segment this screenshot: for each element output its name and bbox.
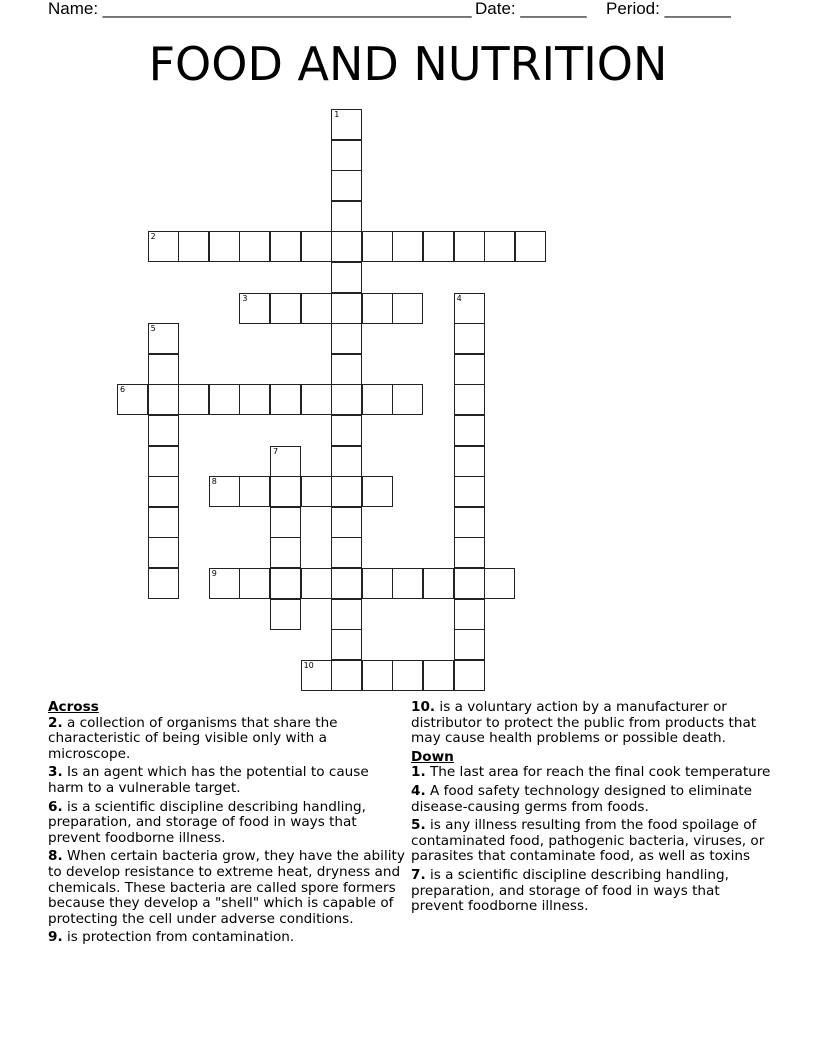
grid-cell[interactable] — [331, 629, 362, 660]
grid-cell[interactable] — [239, 384, 270, 415]
cell-number: 7 — [273, 446, 279, 456]
grid-cell[interactable] — [331, 201, 362, 232]
grid-cell[interactable] — [454, 507, 485, 538]
grid-cell[interactable] — [148, 446, 179, 477]
grid-cell[interactable] — [239, 568, 270, 599]
grid-cell[interactable] — [392, 231, 423, 262]
cell-number: 6 — [120, 385, 126, 395]
clue-down-1 — [411, 765, 773, 781]
grid-cell[interactable] — [331, 293, 362, 324]
clue-across-6 — [48, 800, 408, 847]
clue-down-7 — [411, 868, 773, 915]
grid-cell[interactable] — [515, 231, 546, 262]
cell-number: 5 — [150, 324, 156, 334]
cell-number: 1 — [334, 110, 340, 119]
grid-cell[interactable] — [331, 446, 362, 477]
clue-across-3 — [48, 765, 408, 796]
clue-number: 2. — [48, 714, 63, 731]
grid-cell[interactable] — [484, 231, 515, 262]
clue-across-10 — [411, 700, 773, 747]
grid-cell[interactable] — [331, 231, 362, 262]
grid-cell[interactable] — [301, 384, 332, 415]
grid-cell[interactable] — [148, 507, 179, 538]
grid-cell[interactable] — [423, 231, 454, 262]
clue-across-2 — [48, 716, 408, 763]
grid-cell[interactable] — [362, 231, 393, 262]
grid-cell[interactable] — [331, 384, 362, 415]
grid-cell[interactable] — [239, 293, 270, 324]
clue-down-5 — [411, 818, 773, 865]
clue-text: The last area for reach the final cook temperature — [425, 764, 771, 781]
clue-text: is a scientific discipline describing handling, preparation, and storage of food in ways that prevent foodborne illness. — [411, 866, 729, 915]
cell-number: 9 — [211, 569, 217, 578]
grid-cell[interactable] — [331, 415, 362, 446]
grid-cell[interactable] — [392, 568, 423, 599]
grid-cell[interactable] — [209, 568, 240, 599]
clue-number: 9. — [48, 929, 63, 946]
clue-across-8 — [48, 849, 408, 927]
grid-cell[interactable] — [209, 476, 240, 507]
grid-cell[interactable] — [148, 476, 179, 507]
clue-number: 6. — [48, 798, 63, 815]
clue-text: is any illness resulting from the food spoilage of contaminated food, pathogenic bacteria, viruses, or parasites that contaminate food, as well as toxins — [411, 817, 765, 865]
clues-left-column — [48, 700, 408, 949]
clue-text: Is an agent which has the potential to cause harm to a vulnerable target. — [48, 764, 369, 796]
grid-cell[interactable] — [270, 476, 301, 507]
clue-text: When certain bacteria grow, they have the ability to develop resistance to extreme heat, dryness and chemicals. These bacteria are called spore formers because they develop a "shell" which is capable of protecting the cell under adverse conditions. — [48, 848, 405, 927]
grid-cell[interactable] — [301, 568, 332, 599]
grid-cell[interactable] — [454, 568, 485, 599]
grid-cell[interactable] — [270, 537, 301, 568]
grid-cell[interactable] — [270, 231, 301, 262]
grid-cell[interactable] — [392, 384, 423, 415]
clue-number: 8. — [48, 848, 63, 865]
grid-cell[interactable] — [178, 231, 209, 262]
cell-number: 10 — [303, 660, 314, 670]
clue-down-4 — [411, 784, 773, 815]
across-heading: Across — [48, 699, 99, 715]
clue-across-9 — [48, 930, 408, 946]
grid-cell[interactable] — [270, 568, 301, 599]
clue-number: 4. — [411, 782, 426, 799]
grid-cell[interactable] — [178, 384, 209, 415]
grid-cell[interactable] — [362, 384, 393, 415]
clue-text: is protection from contamination. — [62, 929, 295, 946]
grid-cell[interactable] — [148, 415, 179, 446]
grid-cell[interactable] — [301, 293, 332, 324]
grid-cell[interactable] — [392, 293, 423, 324]
grid-cell[interactable] — [454, 323, 485, 354]
grid-cell[interactable] — [362, 568, 393, 599]
down-heading: Down — [411, 748, 454, 765]
grid-cell[interactable] — [454, 384, 485, 415]
grid-cell[interactable] — [301, 476, 332, 507]
grid-cell[interactable] — [331, 599, 362, 630]
grid-cell[interactable] — [423, 660, 454, 691]
grid-cell[interactable] — [454, 599, 485, 630]
clue-text: A food safety technology designed to eliminate disease-causing germs from foods. — [411, 782, 752, 815]
grid-cell[interactable] — [454, 415, 485, 446]
grid-cell[interactable] — [331, 109, 362, 140]
clue-text: is a voluntary action by a manufacturer or distributor to protect the public from products that may cause health problems or possible death. — [411, 699, 757, 747]
clues-right-column — [411, 700, 773, 918]
grid-cell[interactable] — [331, 354, 362, 385]
grid-cell[interactable] — [454, 354, 485, 385]
grid-cell[interactable] — [331, 323, 362, 354]
grid-cell[interactable] — [484, 568, 515, 599]
grid-cell[interactable] — [270, 599, 301, 630]
grid-cell[interactable] — [331, 140, 362, 171]
grid-cell[interactable] — [148, 537, 179, 568]
name-field[interactable]: Name: _______________________________________ — [48, 0, 472, 18]
cell-number: 3 — [242, 293, 248, 303]
date-field[interactable]: Date: _______ — [475, 0, 587, 18]
grid-cell[interactable] — [362, 660, 393, 691]
period-field[interactable]: Period: _______ — [606, 0, 731, 18]
grid-cell[interactable] — [423, 568, 454, 599]
grid-cell[interactable] — [454, 293, 485, 324]
grid-cell[interactable] — [239, 476, 270, 507]
grid-cell[interactable] — [270, 507, 301, 538]
clue-text: a collection of organisms that share the characteristic of being visible only with a microscope. — [48, 714, 338, 762]
grid-cell[interactable] — [454, 446, 485, 477]
grid-cell[interactable] — [362, 293, 393, 324]
grid-cell[interactable] — [331, 568, 362, 599]
grid-cell[interactable] — [331, 170, 362, 201]
grid-cell[interactable] — [148, 568, 179, 599]
grid-cell[interactable] — [331, 660, 362, 691]
grid-cell[interactable] — [331, 537, 362, 568]
grid-cell[interactable] — [454, 476, 485, 507]
cell-number: 2 — [150, 232, 156, 242]
cell-number: 4 — [456, 293, 462, 303]
grid-cell[interactable] — [331, 262, 362, 293]
clue-text: is a scientific discipline describing handling, preparation, and storage of food in ways that prevent foodborne illness. — [48, 798, 366, 846]
grid-cell[interactable] — [209, 231, 240, 262]
grid-cell[interactable] — [454, 629, 485, 660]
grid-cell[interactable] — [301, 660, 332, 691]
grid-cell[interactable] — [239, 231, 270, 262]
grid-cell[interactable] — [362, 476, 393, 507]
clue-number: 3. — [48, 764, 63, 781]
grid-cell[interactable] — [148, 384, 179, 415]
grid-cell[interactable] — [148, 323, 179, 354]
grid-cell[interactable] — [454, 660, 485, 691]
clue-number: 7. — [411, 866, 426, 883]
grid-cell[interactable] — [148, 354, 179, 385]
grid-cell[interactable] — [270, 293, 301, 324]
grid-cell[interactable] — [454, 231, 485, 262]
grid-cell[interactable] — [331, 507, 362, 538]
clue-number: 10. — [411, 699, 436, 715]
grid-cell[interactable] — [270, 384, 301, 415]
grid-cell[interactable] — [148, 231, 179, 262]
grid-cell[interactable] — [392, 660, 423, 691]
grid-cell[interactable] — [301, 231, 332, 262]
clue-number: 1. — [411, 764, 426, 781]
cell-number: 8 — [211, 477, 217, 487]
grid-cell[interactable] — [454, 537, 485, 568]
clue-number: 5. — [411, 817, 426, 834]
grid-cell[interactable] — [331, 476, 362, 507]
grid-cell[interactable] — [117, 384, 148, 415]
grid-cell[interactable] — [209, 384, 240, 415]
grid-cell[interactable] — [270, 446, 301, 477]
page-title: FOOD AND NUTRITION — [148, 37, 668, 91]
